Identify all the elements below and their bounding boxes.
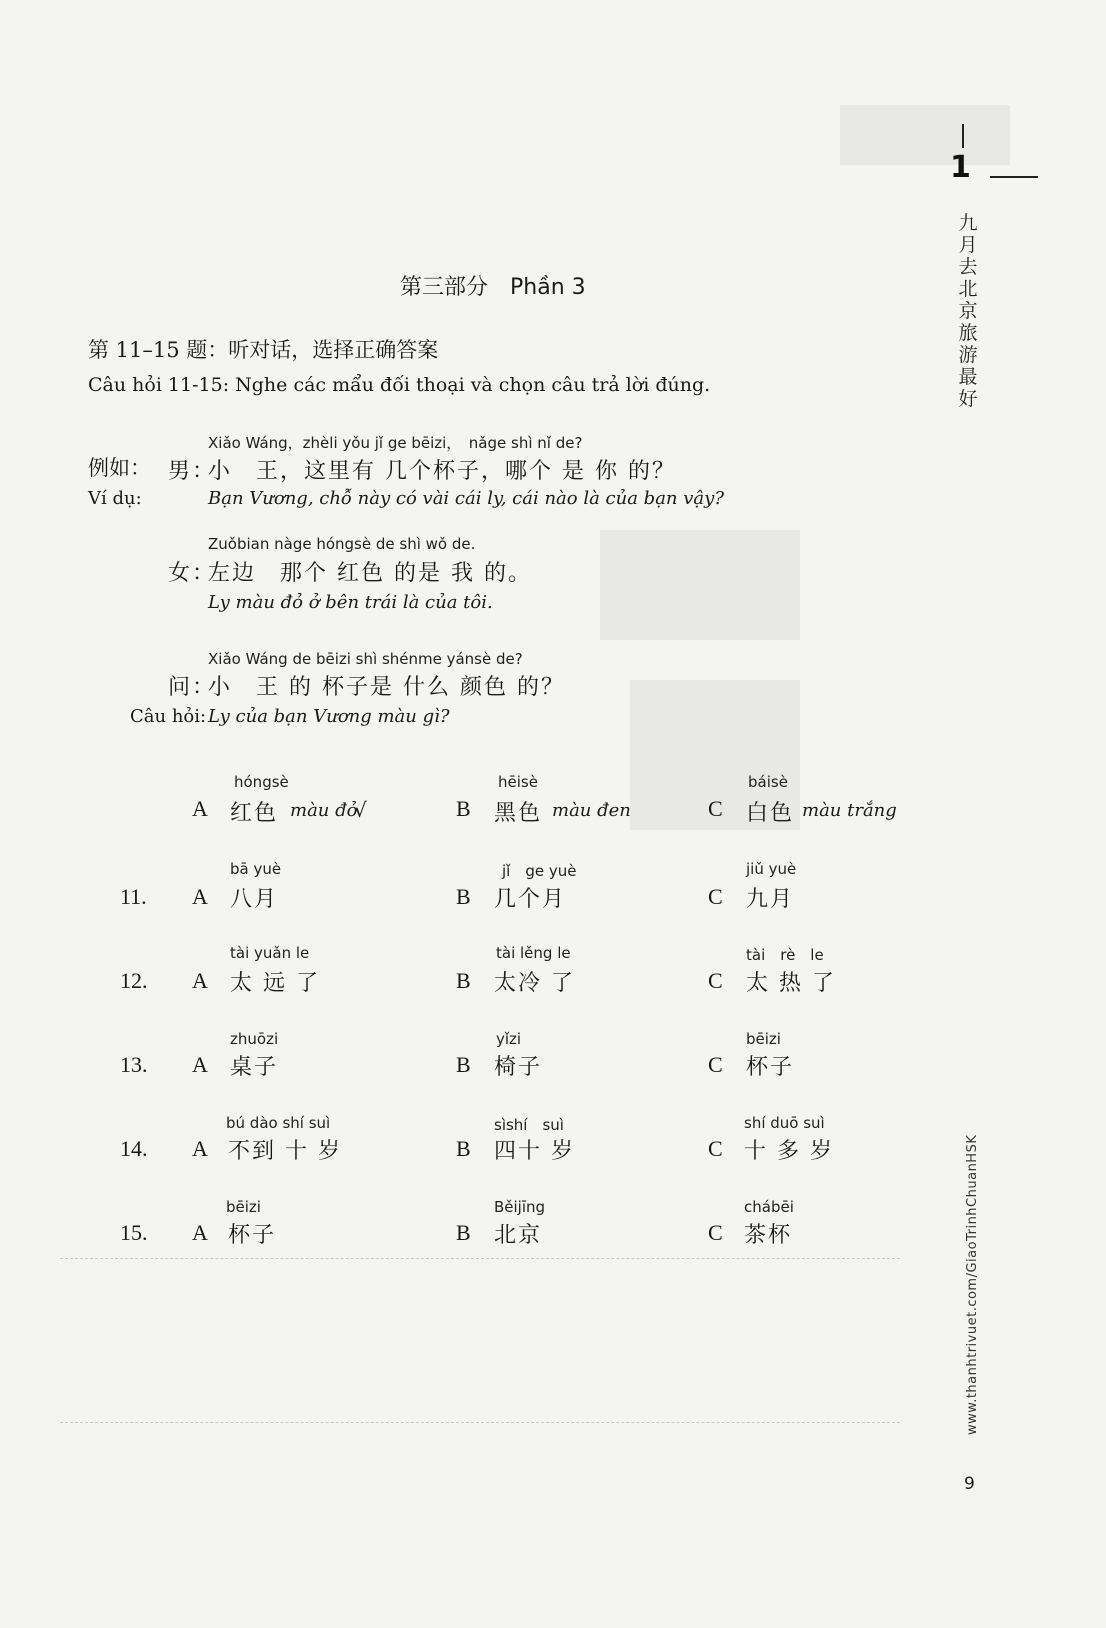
page-number: 9 <box>964 1474 975 1494</box>
q14-option-b-pinyin: sìshí suì <box>494 1116 564 1134</box>
q11-option-a-letter: A <box>192 884 208 909</box>
example-option-b-pinyin: hēisè <box>498 773 538 791</box>
q11-option-b-letter: B <box>456 884 471 909</box>
example-woman-pinyin: Zuǒbian nàge hóngsè de shì wǒ de. <box>208 535 476 553</box>
chapter-title-vertical: 九月去北京旅游最好 <box>958 212 978 410</box>
example-option-b-hanzi: 黑色 <box>494 801 543 826</box>
q12-option-b-letter: B <box>456 968 471 993</box>
example-label-vi: Ví dụ: <box>88 488 142 509</box>
q14-option-b-letter: B <box>456 1136 471 1161</box>
q12-option-b-pinyin: tài lěng le <box>496 944 571 962</box>
question-number: 13. <box>120 1052 148 1077</box>
q14-option-a-letter: A <box>192 1136 208 1161</box>
example-option-b-vi: màu đen <box>552 800 631 821</box>
q13-option-c-letter: C <box>708 1052 723 1077</box>
q11-option-c-hanzi: 九月 <box>746 887 795 912</box>
q14-option-a-pinyin: bú dào shí suì <box>226 1114 331 1132</box>
q13-option-b-letter: B <box>456 1052 471 1077</box>
q15-option-c-hanzi: 茶杯 <box>744 1223 793 1248</box>
example-woman-vi: Ly màu đỏ ở bên trái là của tôi. <box>208 592 493 613</box>
question-number: 15. <box>120 1220 148 1245</box>
question-number: 11. <box>120 884 147 909</box>
example-option-c-hanzi: 白色 <box>746 801 795 826</box>
q11-option-b-pinyin: jǐ ge yuè <box>502 862 577 880</box>
example-label-zh: 例如： <box>88 456 151 480</box>
example-man-speaker: 男： <box>168 459 217 484</box>
q15-option-b-hanzi: 北京 <box>494 1223 543 1248</box>
q13-option-b-hanzi: 椅子 <box>494 1055 543 1080</box>
example-question-label-vi: Câu hỏi: <box>130 706 207 727</box>
q13-option-a-pinyin: zhuōzi <box>230 1030 279 1048</box>
chapter-side-rule <box>990 176 1038 178</box>
q12-option-b-hanzi: 太冷 了 <box>494 971 575 996</box>
bleed-through-rule <box>60 1258 900 1259</box>
q13-option-c-hanzi: 杯子 <box>746 1055 795 1080</box>
example-option-c-pinyin: báisè <box>748 773 788 791</box>
example-option-c-letter: C <box>708 796 723 821</box>
chapter-top-rule <box>962 124 964 148</box>
q11-option-b-hanzi: 几个月 <box>494 887 567 912</box>
example-option-a-hanzi: 红色 <box>230 801 279 826</box>
q15-option-c-pinyin: chábēi <box>744 1198 794 1216</box>
q15-option-b-pinyin: Běijīng <box>494 1198 546 1216</box>
q13-option-a-hanzi: 桌子 <box>230 1055 279 1080</box>
bleed-through-rule <box>60 1422 900 1423</box>
example-option-a-checkmark: √ <box>354 798 367 822</box>
example-question-speaker: 问： <box>168 675 217 700</box>
q12-option-a-pinyin: tài yuǎn le <box>230 944 310 962</box>
q12-option-a-letter: A <box>192 968 208 993</box>
example-woman-speaker: 女： <box>168 561 217 586</box>
q15-option-b-letter: B <box>456 1220 471 1245</box>
q11-option-a-pinyin: bā yuè <box>230 860 282 878</box>
q13-option-b-pinyin: yǐzi <box>496 1030 522 1048</box>
q11-option-c-pinyin: jiǔ yuè <box>746 860 797 878</box>
section-title: 第三部分 Phần 3 <box>400 275 586 300</box>
q13-option-a-letter: A <box>192 1052 208 1077</box>
website-url: www.thanhtrivuet.com/GiaoTrinhChuanHSK <box>965 1134 980 1435</box>
example-option-a-pinyin: hóngsè <box>234 773 289 791</box>
q15-option-c-letter: C <box>708 1220 723 1245</box>
example-option-a-letter: A <box>192 796 208 821</box>
instruction-zh: 第 11–15 题：听对话，选择正确答案 <box>88 338 439 362</box>
q15-option-a-pinyin: bēizi <box>226 1198 261 1216</box>
example-option-b-letter: B <box>456 796 471 821</box>
q11-option-c-letter: C <box>708 884 723 909</box>
bleed-through-band <box>840 105 1010 165</box>
q12-option-c-letter: C <box>708 968 723 993</box>
example-question-hanzi: 小 王 的 杯子是 什么 颜色 的？ <box>208 675 565 700</box>
q15-option-a-letter: A <box>192 1220 208 1245</box>
q12-option-c-pinyin: tài rè le <box>746 946 824 964</box>
q15-option-a-hanzi: 杯子 <box>228 1223 277 1248</box>
example-man-vi: Bạn Vương, chỗ này có vài cái ly, cái nào là của bạn vậy? <box>208 488 724 509</box>
q12-option-a-hanzi: 太 远 了 <box>230 971 320 996</box>
example-man-pinyin: Xiǎo Wáng，zhèli yǒu jǐ ge bēizi， nǎge shì nǐ de? <box>208 434 583 452</box>
example-man-hanzi: 小 王，这里有 几个杯子，哪个 是 你 的？ <box>208 459 676 484</box>
bleed-through-image <box>600 530 800 640</box>
example-question-vi: Ly của bạn Vương màu gì? <box>208 706 450 727</box>
example-question-pinyin: Xiǎo Wáng de bēizi shì shénme yánsè de? <box>208 650 523 668</box>
q12-option-c-hanzi: 太 热 了 <box>746 971 836 996</box>
example-option-c-vi: màu trắng <box>802 800 897 821</box>
q14-option-b-hanzi: 四十 岁 <box>494 1139 575 1164</box>
q11-option-a-hanzi: 八月 <box>230 887 279 912</box>
example-option-a-vi: màu đỏ <box>290 800 358 821</box>
chapter-number: 1 <box>950 150 971 185</box>
q14-option-a-hanzi: 不到 十 岁 <box>228 1139 342 1164</box>
q14-option-c-hanzi: 十 多 岁 <box>744 1139 834 1164</box>
example-woman-hanzi: 左边 那个 红色 的是 我 的。 <box>208 561 532 586</box>
q14-option-c-pinyin: shí duō suì <box>744 1114 825 1132</box>
q14-option-c-letter: C <box>708 1136 723 1161</box>
question-number: 14. <box>120 1136 148 1161</box>
q13-option-c-pinyin: bēizi <box>746 1030 781 1048</box>
instruction-vi: Câu hỏi 11-15: Nghe các mẩu đối thoại và chọn câu trả lời đúng. <box>88 374 711 396</box>
question-number: 12. <box>120 968 148 993</box>
